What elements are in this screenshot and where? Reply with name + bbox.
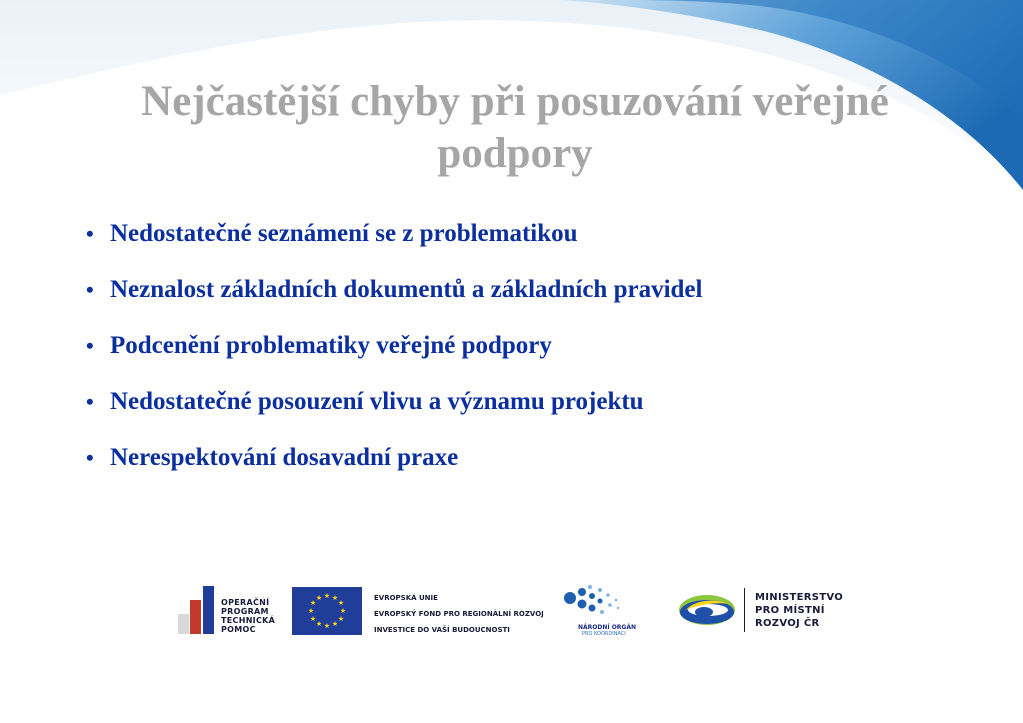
optp-line: TECHNICKÁ xyxy=(221,616,276,625)
eu-label xyxy=(374,587,544,638)
mmr-label xyxy=(755,591,843,630)
optp-line: POMOC xyxy=(221,625,256,634)
svg-text:★: ★ xyxy=(323,622,331,630)
slide-title-line2: podpory xyxy=(437,130,593,177)
bullet-item: • Nedostatečné seznámení se z problematikou xyxy=(86,216,702,252)
optp-line: OPERAČNÍ xyxy=(221,598,270,607)
eu-line: EVROPSKÝ FOND PRO REGIONÁLNÍ ROZVOJ xyxy=(374,610,544,618)
dots-icon xyxy=(560,584,650,624)
optp-line: PROGRAM xyxy=(221,607,269,616)
bullet-item: • Neznalost základních dokumentů a základních pravidel xyxy=(86,272,702,308)
mmr-line: ROZVOJ ČR xyxy=(755,617,820,629)
svg-text:★: ★ xyxy=(337,615,345,623)
slide-title-line1: Nejčastější chyby při posuzování veřejné xyxy=(141,78,889,125)
eu-logo xyxy=(292,587,544,638)
svg-text:★: ★ xyxy=(323,592,331,600)
svg-text:★: ★ xyxy=(337,599,345,607)
mmr-emblem-icon xyxy=(678,590,736,630)
svg-text:★: ★ xyxy=(331,594,339,602)
optp-label xyxy=(221,598,275,634)
nok-line1: NÁRODNÍ ORGÁN xyxy=(578,624,637,631)
optp-logo xyxy=(176,586,275,634)
svg-text:★: ★ xyxy=(315,594,323,602)
svg-text:★: ★ xyxy=(307,607,315,615)
bullet-item: • Nerespektování dosavadní praxe xyxy=(86,440,702,476)
svg-text:★: ★ xyxy=(339,607,347,615)
footer-logos xyxy=(176,584,856,644)
eu-line: INVESTICE DO VAŠÍ BUDOUCNOSTI xyxy=(374,626,510,634)
mmr-logo xyxy=(678,588,843,632)
mmr-separator xyxy=(744,588,745,632)
bullet-item: • Podcenění problematiky veřejné podpory xyxy=(86,328,702,364)
mmr-line: PRO MÍSTNÍ xyxy=(755,604,825,616)
bullet-list xyxy=(86,216,702,496)
bullet-item: • Nedostatečné posouzení vlivu a významu projektu xyxy=(86,384,702,420)
mmr-line: MINISTERSTVO xyxy=(755,591,844,603)
svg-text:★: ★ xyxy=(309,615,317,623)
narodni-organ-logo xyxy=(560,584,650,642)
optp-bars-icon xyxy=(176,586,216,634)
svg-text:★: ★ xyxy=(315,620,323,628)
slide-title xyxy=(60,76,970,180)
nok-line2: PRO KOORDINACI xyxy=(582,631,626,637)
eu-flag-icon xyxy=(292,587,362,635)
eu-line: EVROPSKÁ UNIE xyxy=(374,594,438,602)
svg-text:★: ★ xyxy=(331,620,339,628)
svg-text:★: ★ xyxy=(309,599,317,607)
